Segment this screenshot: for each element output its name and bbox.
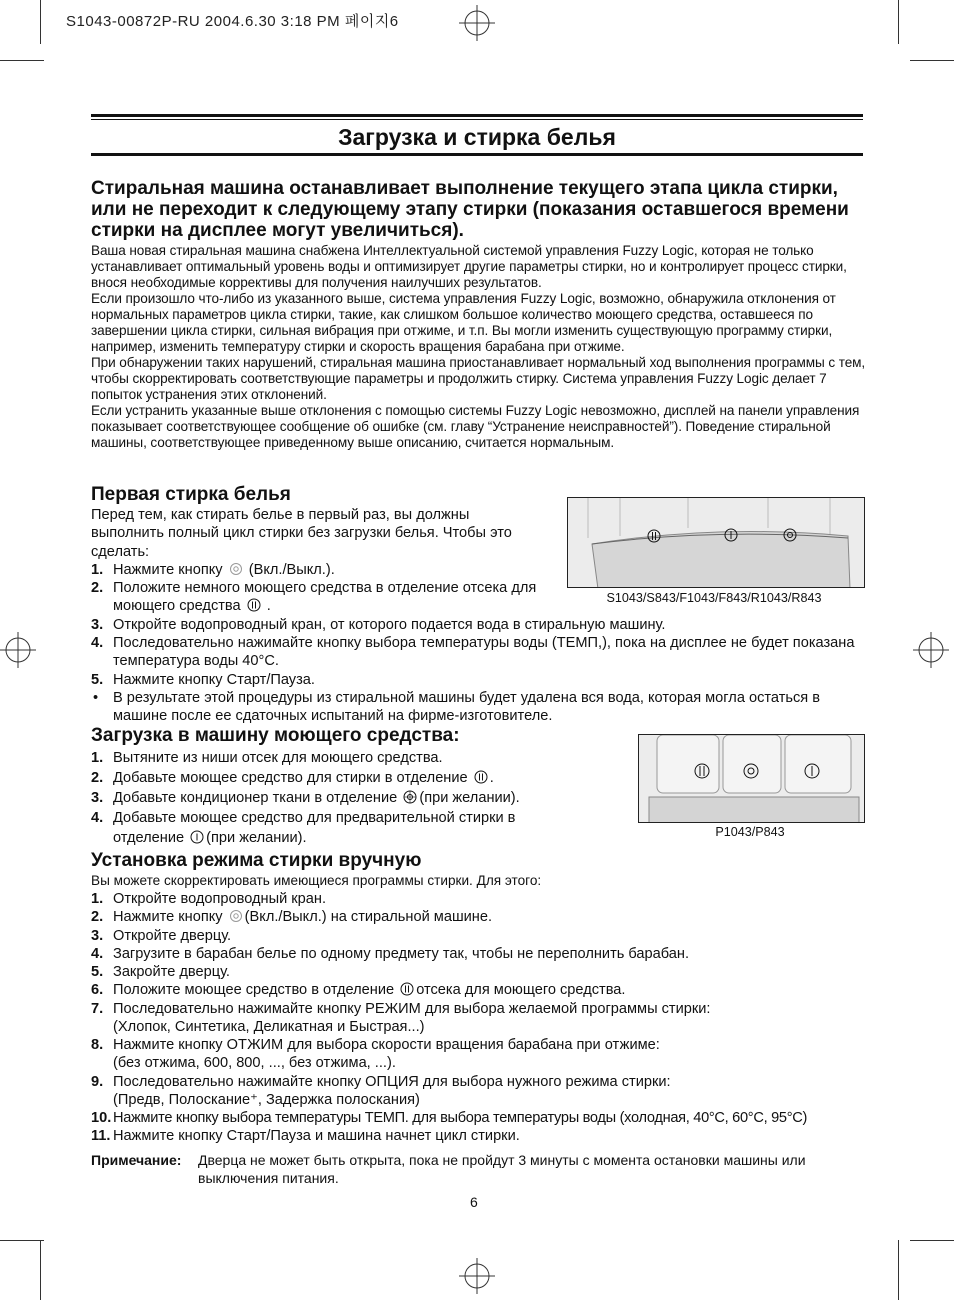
step-text: Откройте водопроводный кран, от которого подается вода в стиральную машину. <box>113 616 666 633</box>
softener-compartment-icon <box>403 790 417 804</box>
main-wash-compartment-icon <box>474 770 488 784</box>
list-item <box>91 1073 866 1110</box>
figure-caption: P1043/P843 <box>715 825 785 839</box>
trim-mark <box>910 60 954 61</box>
registration-mark-icon <box>913 632 949 668</box>
step-number: 4. <box>91 945 104 962</box>
registration-mark-icon <box>0 632 36 668</box>
bullet: • <box>93 689 99 706</box>
trim-mark <box>0 1240 44 1241</box>
list-item <box>91 890 866 908</box>
step-text: Закройте дверцу. <box>113 964 230 980</box>
step-number: 5. <box>91 671 104 688</box>
step-number: 2. <box>91 770 104 786</box>
registration-mark-icon <box>459 1258 495 1294</box>
loading-heading: Загрузка в машину моющего средства: <box>91 725 460 746</box>
list-item <box>91 634 856 671</box>
step-number: 11. <box>91 1128 111 1145</box>
step-number: 3. <box>91 790 104 806</box>
step-text: Нажмите кнопку выбора температуры ТЕМП. для выбора температуры воды (холодная, 40°С, 60°С, 95°С) <box>113 1110 808 1126</box>
main-wash-compartment-icon <box>400 982 414 996</box>
step-text: Положите немного моющего средства в отделение отсека для моющего средства <box>113 580 537 615</box>
list-item <box>91 1109 866 1127</box>
step-text: Загрузите в барабан белье по одному предмету так, чтобы не переполнить барабан. <box>113 945 690 962</box>
step-number: 7. <box>91 1000 104 1017</box>
list-item <box>91 1036 866 1073</box>
detergent-drawer-figure <box>638 734 865 823</box>
list-item <box>91 1127 866 1145</box>
trim-mark <box>898 0 899 44</box>
step-text: (Вкл./Выкл.) на стиральной машине. <box>244 909 493 926</box>
page-title: Загрузка и стирка белья <box>338 124 616 150</box>
list-item <box>91 945 866 963</box>
step-text: Вытяните из ниши отсек для моющего средства. <box>113 750 443 766</box>
step-options: (без отжима, 600, 800, ..., без отжима, ...). <box>113 1055 396 1072</box>
step-number: 8. <box>91 1037 104 1053</box>
note <box>91 1151 828 1187</box>
step-text: (при желании). <box>206 830 307 846</box>
registration-mark-icon <box>459 5 495 41</box>
step-text: . <box>489 770 494 786</box>
step-number: 1. <box>91 750 104 766</box>
print-header: S1043-00872P-RU 2004.6.30 3:18 PM 페이지6 <box>66 13 399 30</box>
page-number: 6 <box>470 1194 478 1210</box>
step-text: . <box>266 598 271 615</box>
list-item <box>91 927 866 945</box>
step-text: В результате этой процедуры из стиральной машины будет удалена вся вода, которая могла остаться в машине после ее сдаточных испытаний на фирме-изготовителе. <box>113 689 821 725</box>
step-text: Положите моющее средство в отделение <box>113 982 395 999</box>
first-wash-lead: Перед тем, как стирать белье в первый раз, вы должны выполнить полный цикл стирки без загрузки белья. Чтобы это сделать: <box>91 507 512 560</box>
step-text: Последовательно нажимайте кнопку РЕЖИМ для выбора желаемой программы стирки: <box>113 1000 711 1017</box>
step-number: 2. <box>91 580 104 597</box>
step-options: (Предв, Полоскание⁺, Задержка полоскания) <box>113 1091 420 1108</box>
intro-paragraph: Если устранить указанные выше отклонения с помощью системы Fuzzy Logic невозможно, дисплей на панели управления показывает соответствующее сообщение об ошибке (см. главу “Устранение неисправностей”). Поведение стиральной машины, соответствующее приведенному выше описанию, считается нормальным. <box>91 403 860 450</box>
manual-section <box>91 850 866 1146</box>
step-number: 6. <box>91 982 104 999</box>
manual-heading: Установка режима стирки вручную <box>91 850 422 871</box>
step-number: 1. <box>91 561 104 578</box>
intro-heading: Стиральная машина останавливает выполнение текущего этапа цикла стирки, или не переходит к следующему этапу стирки (показания оставшегося времени стирки на дисплее могут увеличиться). <box>91 178 849 241</box>
intro-section <box>91 178 871 451</box>
step-number: 3. <box>91 616 104 633</box>
step-text: Добавьте кондиционер ткани в отделение <box>113 790 398 806</box>
intro-paragraph: При обнаружении таких нарушений, стиральная машина приостанавливает нормальный ход выполнения программы с тем, чтобы скорректировать соответствующие параметры и продолжить стирку. Система управления Fuzzy Logic делает 7 попыток устранения этих отклонений. <box>91 355 866 402</box>
loading-steps <box>91 748 611 848</box>
first-wash-heading: Первая стирка белья <box>91 484 291 505</box>
power-button-icon <box>229 909 243 923</box>
main-wash-compartment-icon <box>247 598 261 612</box>
prewash-compartment-icon <box>190 830 204 844</box>
list-item <box>91 579 541 616</box>
list-item <box>91 908 866 926</box>
manual-steps <box>91 890 866 1146</box>
step-text: Последовательно нажимайте кнопку ОПЦИЯ для выбора нужного режима стирки: <box>113 1073 671 1090</box>
step-text: Нажмите кнопку ОТЖИМ для выбора скорости вращения барабана при отжиме: <box>113 1037 660 1053</box>
step-options: (Хлопок, Синтетика, Деликатная и Быстрая...) <box>113 1018 425 1035</box>
step-number: 5. <box>91 964 104 980</box>
step-number: 3. <box>91 927 104 944</box>
list-item <box>91 768 611 788</box>
note-label: Примечание: <box>91 1152 182 1168</box>
step-text: Нажмите кнопку Старт/Пауза. <box>113 671 315 688</box>
trim-mark <box>40 1240 41 1300</box>
detergent-drawer-figure <box>567 497 865 588</box>
step-number: 1. <box>91 891 104 907</box>
intro-paragraph: Если произошло что-либо из указанного выше, система управления Fuzzy Logic, возможно, обнаружила отклонения от нормальных параметров цикла стирки, такие, как слишком большое количество моющего средства, оставшееся по завершении цикла стирки, сильная вибрация при отжиме, и т.п. Вы могли изменить существующую программу стирки, например, изменить температуру стирки и скорость вращения барабана при отжиме. <box>91 291 836 354</box>
trim-mark <box>898 1240 899 1300</box>
step-text: Добавьте моющее средство для стирки в отделение <box>113 770 468 786</box>
step-text: Последовательно нажимайте кнопку выбора температуры воды (ТЕМП,), пока на дисплее не будет показана температура воды 40°С. <box>113 635 855 670</box>
intro-paragraph: Ваша новая стиральная машина снабжена Интеллектуальной системой управления Fuzzy Logic, которая не только устанавливает оптимальный уровень воды и оптимизирует другие параметры стирки, но и контролирует процесс стирки, внося необходимые коррективы для получения наилучших результатов. <box>91 243 847 290</box>
figure-caption: S1043/S843/F1043/F843/R1043/R843 <box>606 591 822 605</box>
list-item <box>91 963 866 981</box>
list-item <box>91 748 611 768</box>
trim-mark <box>40 0 41 44</box>
step-number: 2. <box>91 909 104 926</box>
trim-mark <box>0 60 44 61</box>
list-item <box>91 671 856 689</box>
list-item <box>91 561 541 579</box>
step-text: Добавьте моющее средство для предварительной стирки в отделение <box>113 810 516 846</box>
power-button-icon <box>229 562 243 576</box>
step-text: Откройте дверцу. <box>113 927 232 944</box>
list-item <box>91 981 866 999</box>
trim-mark <box>910 1240 954 1241</box>
list-item <box>91 689 856 726</box>
step-text: (Вкл./Выкл.). <box>248 561 335 578</box>
list-item <box>91 808 571 848</box>
step-number: 4. <box>91 810 104 826</box>
step-text: отсека для моющего средства. <box>416 982 626 999</box>
title-rule <box>91 114 863 156</box>
manual-lead: Вы можете скорректировать имеющиеся программы стирки. Для этого: <box>91 873 542 888</box>
list-item <box>91 616 856 634</box>
step-text: Нажмите кнопку Старт/Пауза и машина начнет цикл стирки. <box>113 1128 520 1145</box>
step-number: 4. <box>91 635 104 652</box>
step-text: Нажмите кнопку <box>113 561 223 578</box>
step-text: Нажмите кнопку <box>113 909 223 926</box>
list-item <box>91 1000 866 1037</box>
step-number: 10. <box>91 1110 112 1126</box>
step-text: Откройте водопроводный кран. <box>113 891 327 907</box>
list-item <box>91 788 611 808</box>
step-number: 9. <box>91 1073 104 1090</box>
step-text: (при желании). <box>419 790 520 806</box>
loading-section <box>91 725 611 848</box>
note-text: Дверца не может быть открыта, пока не пройдут 3 минуты с момента остановки машины или выключения питания. <box>198 1152 806 1186</box>
